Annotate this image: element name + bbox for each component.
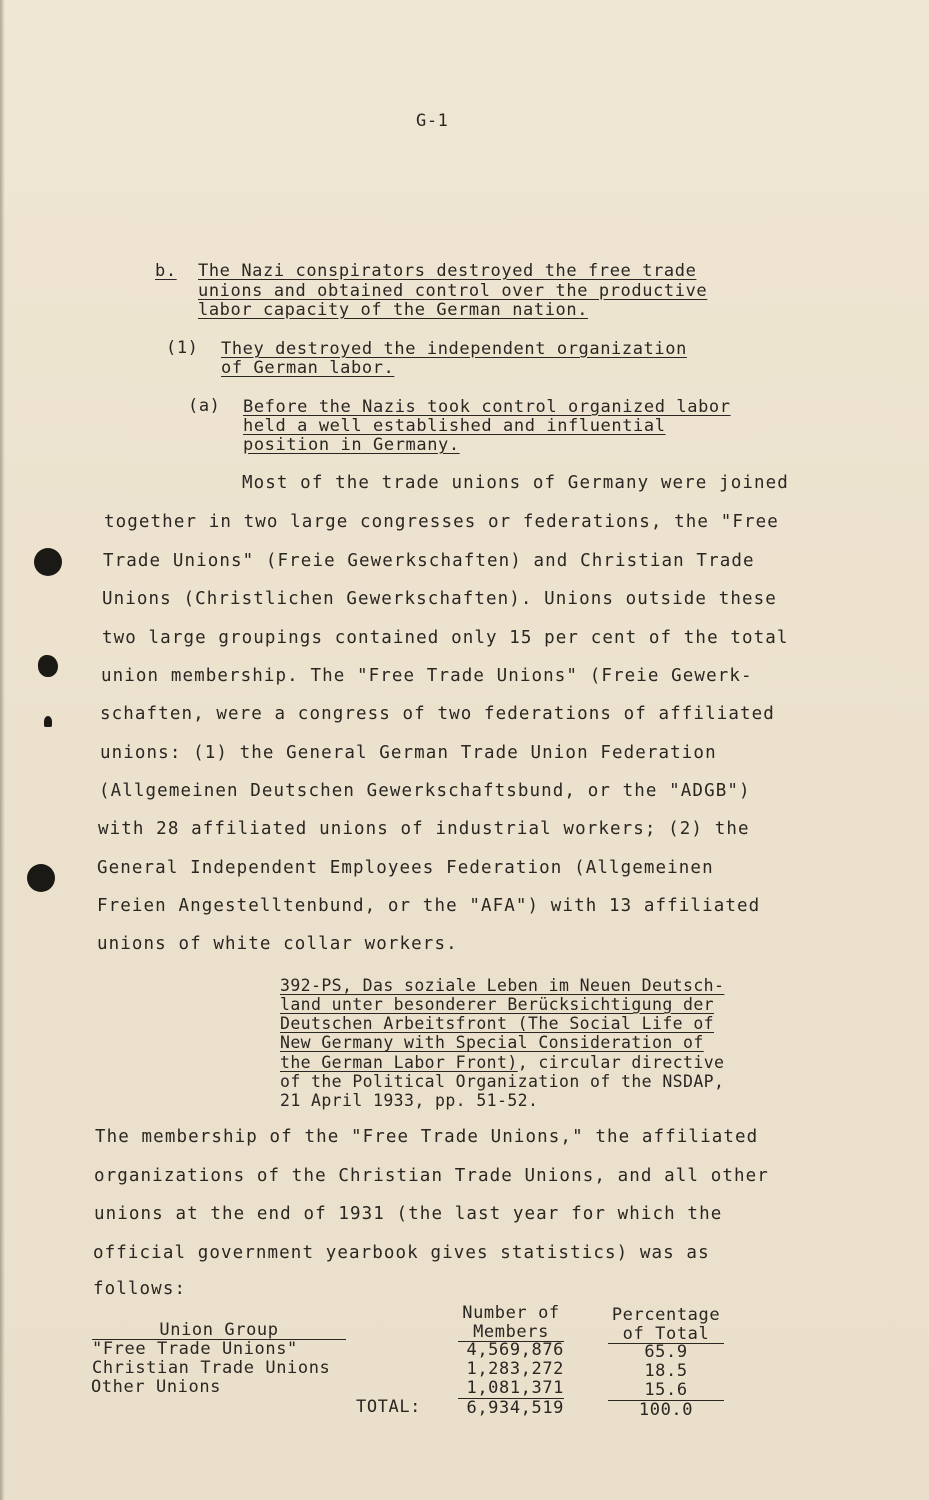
paragraph-1-line: schaften, were a congress of two federations of affiliated (100, 704, 775, 724)
citation-line: Deutschen Arbeitsfront (The Social Life of (280, 1014, 715, 1033)
paragraph-1-line: Freien Angestelltenbund, or the "AFA") with 13 affiliated (97, 896, 761, 916)
punch-hole-2 (38, 655, 58, 677)
table-row-members: 1,081,371 (466, 1378, 564, 1398)
heading-b-line: The Nazi conspirators destroyed the free trade (198, 261, 697, 281)
heading-b-line: labor capacity of the German nation. (198, 300, 589, 320)
table-row-members: 4,569,876 (466, 1340, 564, 1360)
citation-line: 21 April 1933, pp. 51-52. (280, 1091, 539, 1110)
paragraph-2-line: unions at the end of 1931 (the last year for which the (94, 1204, 723, 1224)
table-row-pct: 18.5 (644, 1361, 688, 1381)
punch-hole-1 (34, 548, 62, 576)
paragraph-1-line: union membership. The "Free Trade Unions" (Freie Gewerk- (101, 666, 753, 686)
citation-line: of the Political Organization of the NSDAP, (280, 1072, 725, 1091)
paragraph-1-line: together in two large congresses or federations, the "Free (104, 512, 779, 532)
heading-b-line: unions and obtained control over the productive (198, 281, 708, 301)
heading-a-label: (a) (188, 396, 221, 416)
paragraph-1-line: Most of the trade unions of Germany were joined (242, 473, 789, 493)
table-header-pct: Percentage (611, 1305, 721, 1325)
table-header-group: Union Group (159, 1320, 279, 1340)
paragraph-2-line: follows: (93, 1279, 187, 1299)
table-row-members: 1,283,272 (466, 1359, 564, 1379)
table-header-members: Number of (462, 1303, 560, 1323)
heading-a-line: position in Germany. (243, 435, 460, 455)
heading-a-line: Before the Nazis took control organized labor (243, 397, 731, 417)
table-header-pct: of Total (622, 1324, 710, 1344)
heading-1-label: (1) (166, 338, 199, 358)
heading-1-line: They destroyed the independent organization (221, 339, 687, 359)
paragraph-1-line: unions of white collar workers. (97, 934, 458, 954)
table-row-group: Other Unions (91, 1377, 222, 1397)
table-total-pct: 100.0 (638, 1400, 694, 1420)
paragraph-1-line: Unions (Christlichen Gewerkschaften). Unions outside these (102, 589, 777, 609)
paragraph-1-line: General Independent Employees Federation (Allgemeinen (97, 858, 714, 878)
paragraph-1-line: Trade Unions" (Freie Gewerkschaften) and Christian Trade (103, 551, 755, 571)
paragraph-1-line: two large groupings contained only 15 per cent of the total (102, 628, 789, 648)
paragraph-2-line: official government yearbook gives statistics) was as (93, 1243, 710, 1263)
heading-1-line: of German labor. (221, 358, 395, 378)
citation-line-5-underlined: the German Labor Front) (280, 1053, 518, 1072)
citation-line (280, 1053, 724, 1072)
citation-line-5-tail: , circular directive (517, 1053, 725, 1072)
page-edge-shadow (0, 0, 5, 1500)
citation-line: 392-PS, Das soziale Leben im Neuen Deutsch- (280, 976, 725, 995)
paragraph-2-line: The membership of the "Free Trade Unions," the affiliated (95, 1127, 759, 1147)
paragraph-2-line: organizations of the Christian Trade Unions, and all other (94, 1166, 769, 1186)
table-row-group: Christian Trade Unions (92, 1358, 331, 1378)
punch-mark-small (44, 716, 52, 727)
heading-a-line: held a well established and influential (243, 416, 666, 436)
table-header-members: Members (473, 1322, 549, 1342)
citation-line: New Germany with Special Consideration of (280, 1033, 704, 1052)
paragraph-1-line: (Allgemeinen Deutschen Gewerkschaftsbund, or the "ADGB") (99, 781, 751, 801)
paragraph-1-line: unions: (1) the General German Trade Union Federation (100, 743, 717, 763)
punch-hole-3 (27, 864, 55, 892)
heading-b-label: b. (155, 261, 177, 281)
citation-line: land unter besonderer Berücksichtigung der (280, 995, 715, 1014)
page-number: G-1 (416, 111, 449, 131)
table-row-pct: 15.6 (644, 1380, 688, 1400)
table-row-group: "Free Trade Unions" (92, 1339, 298, 1359)
paragraph-1-line: with 28 affiliated unions of industrial workers; (2) the (98, 819, 750, 839)
table-total-label: TOTAL: (356, 1397, 422, 1417)
table-total-members: 6,934,519 (466, 1398, 564, 1418)
table-row-pct: 65.9 (644, 1342, 688, 1362)
